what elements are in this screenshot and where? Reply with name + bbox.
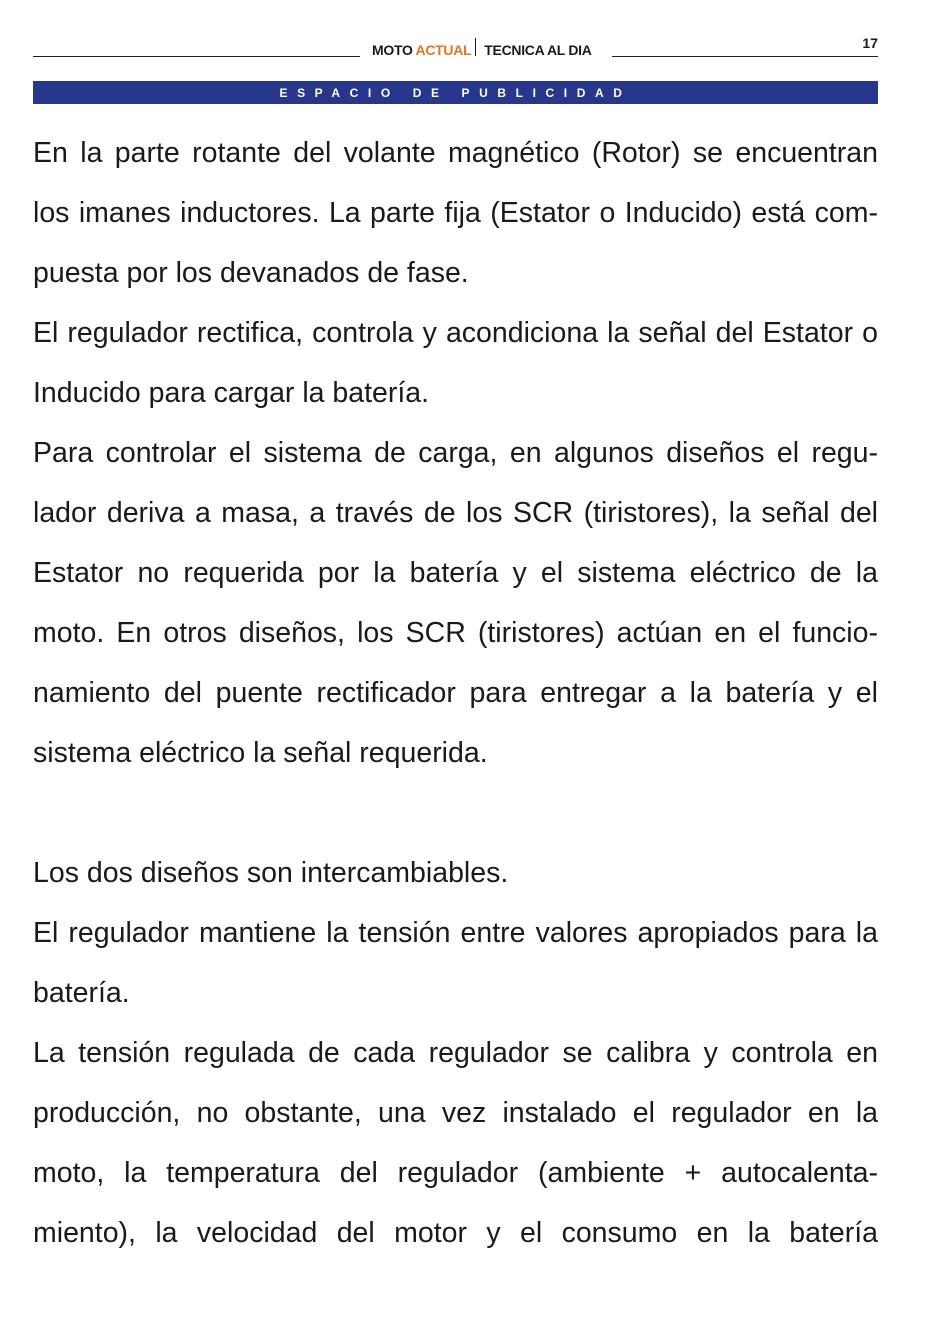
masthead-divider [475,38,476,56]
paragraph: Para controlar el sistema de carga, en algunos diseños el regulador deriva a masa, a través de los SCR (tiristores), la señal del Estator no requerida por la batería y el sistema eléctrico de la moto. En otros diseños, los SCR (tiristores) actúan en el funcionamiento del puente rectificador para entregar a la batería y el sistema eléctrico la señal requerida. [33,437,878,769]
paragraph: El regulador rectifica, controla y acondiciona la señal del Estator o Inducido para cargar la batería. [33,317,878,409]
article-body [33,123,878,1263]
ad-banner-label: ESPACIO DE PUBLICIDAD [279,85,632,100]
paragraph-gap [33,783,878,843]
page-number: 17 [862,35,878,51]
masthead [372,40,592,58]
section-title: TECNICA AL DIA [484,42,592,58]
paragraph: La tensión regulada de cada regulador se calibra y controla en producción, no obstante, una vez instalado el regulador en la moto, la temperatura del regulador (ambiente + autocalentamiento), la velocidad del motor y el consumo en la batería [33,1037,878,1249]
paragraph: En la parte rotante del volante magnético (Rotor) se encuentran los imanes inductores. La parte fija (Estator o Inducido) está compuesta por los devanados de fase. [33,137,878,289]
header-rule-right [612,56,878,57]
brand-actual: ACTUAL [415,42,472,58]
paragraph: El regulador mantiene la tensión entre valores apropiados para la batería. [33,917,878,1009]
ad-banner[interactable] [33,81,878,104]
brand-moto: MOTO [372,42,413,58]
paragraph: Los dos diseños son intercambiables. [33,857,509,889]
header-rule-left [33,56,360,57]
